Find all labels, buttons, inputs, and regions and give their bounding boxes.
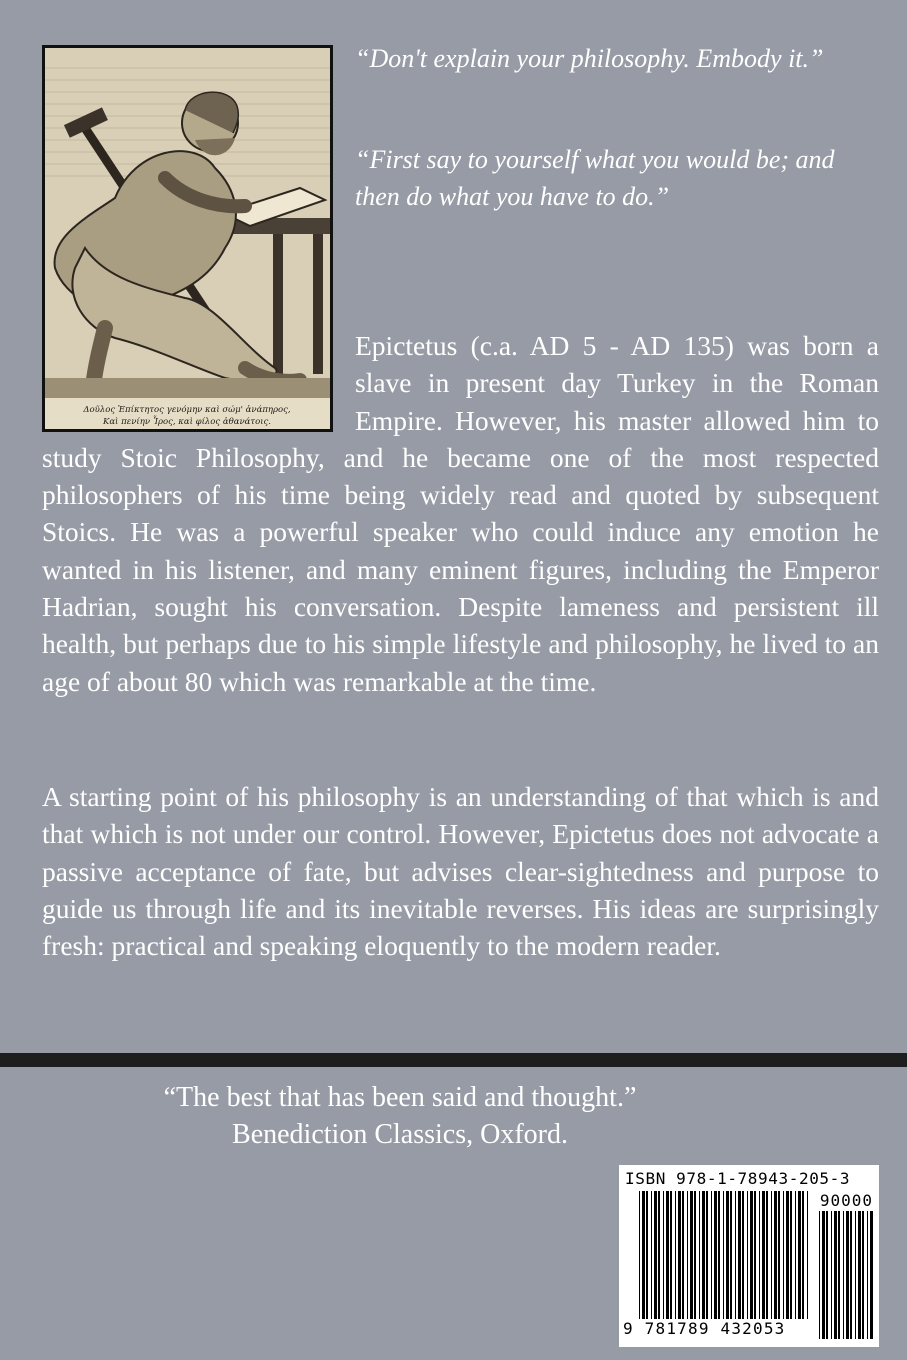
barcode-bar [670,1191,672,1319]
divider-rule [0,1053,907,1067]
barcode-bar [742,1191,744,1319]
barcode-bar [718,1191,720,1319]
barcode-bar [795,1191,796,1319]
barcode-bar [754,1191,756,1319]
barcode-bar [723,1191,724,1319]
barcode-bar [639,1191,640,1319]
barcode-bar [678,1191,681,1319]
quote-first-say: “First say to yourself what you would be; and then do what you have to do.” [355,145,835,211]
barcode-bar [747,1191,748,1319]
barcode-bar [654,1191,657,1319]
barcode-bar [726,1191,729,1319]
barcode-bar [834,1211,837,1339]
biography-paragraph: Epictetus (c.a. AD 5 - AD 135) was born a slave in present day Turkey in the Roman Empire. However, his master allowed him to study Stoic Philosophy, and he became one of the most respected philosophers of his time being widely read and quoted by subsequent Stoics. He was a powerful speaker who could induce any emotion he wanted in his listener, and many eminent figures, including the Emperor Hadrian, sought his conversation. Despite lameness and persistent ill health, but perhaps due to his simple lifestyle and philosophy, he lived to an age of about 80 which was remarkable at the time. [42,330,879,697]
barcode-bar [822,1211,825,1339]
barcode-bar [675,1191,676,1319]
barcode-bar [694,1191,696,1319]
barcode-bar [682,1191,684,1319]
barcode-bar [699,1191,700,1319]
barcode-bar [783,1191,784,1319]
isbn-barcode [619,1165,879,1347]
barcode-bar [855,1211,856,1339]
barcode-bar [642,1191,645,1319]
engraving-caption-line2: Καὶ πενίην Ἶρος, καὶ φίλος ἀθανάτοις. [102,417,272,427]
barcode-bar [867,1211,868,1339]
barcode-bar [762,1191,765,1319]
philosophy-paragraph: A starting point of his philosophy is an understanding of that which is and that which is not under our control. However, Epictetus does not advocate a passive acceptance of fate, but advises clear-sightedness and purpose to guide us through life and its inevitable reverses. His ideas are surprisingly fresh: practical and speaking eloquently to the modern reader. [42,781,879,962]
barcode-bar [858,1211,861,1339]
barcode-bar [798,1191,801,1319]
barcode-bar [714,1191,717,1319]
barcode-bar [819,1211,820,1339]
barcode-bar [646,1191,648,1319]
barcode-bar [778,1191,780,1319]
barcode-bar [846,1211,849,1339]
barcode-bar [826,1211,828,1339]
barcode-bar [735,1191,736,1319]
barcode-bar [666,1191,669,1319]
barcode-bar [651,1191,652,1319]
barcode-bar [702,1191,705,1319]
barcode-bar [658,1191,660,1319]
barcode-bar [738,1191,741,1319]
barcode-bar [838,1211,840,1339]
barcode-bar [711,1191,712,1319]
barcode-bar [862,1211,864,1339]
barcode-bar [663,1191,664,1319]
barcode-bar [850,1211,852,1339]
isbn-label: ISBN 978-1-78943-205-3 [625,1169,851,1188]
barcode-bar [774,1191,777,1319]
barcode-bar [807,1191,808,1319]
barcode-bar [870,1211,873,1339]
barcode-bar [750,1191,753,1319]
barcode-bar [690,1191,693,1319]
endorsement-source: Benediction Classics, Oxford. [232,1119,568,1150]
isbn-digits: 9 781789 432053 [623,1319,786,1338]
barcode-bar [687,1191,688,1319]
barcode-bar [771,1191,772,1319]
barcode-bar [786,1191,789,1319]
endorsement-quote: “The best that has been said and thought.” [163,1082,637,1113]
barcode-bar [766,1191,768,1319]
quote-embody: “Don't explain your philosophy. Embody it.” [355,44,824,73]
barcode-bar [802,1191,804,1319]
barcode-bar [843,1211,844,1339]
barcode-bar [730,1191,732,1319]
barcode-bar [759,1191,760,1319]
price-code: 90000 [819,1191,873,1210]
barcode-bar [790,1191,792,1319]
barcode-bar [831,1211,832,1339]
barcode-bar [706,1191,708,1319]
engraving-caption-line1: Δοῦλος Ἐπίκτητος γενόμην καὶ σώμ' ἀνάπηρος, [83,405,291,415]
